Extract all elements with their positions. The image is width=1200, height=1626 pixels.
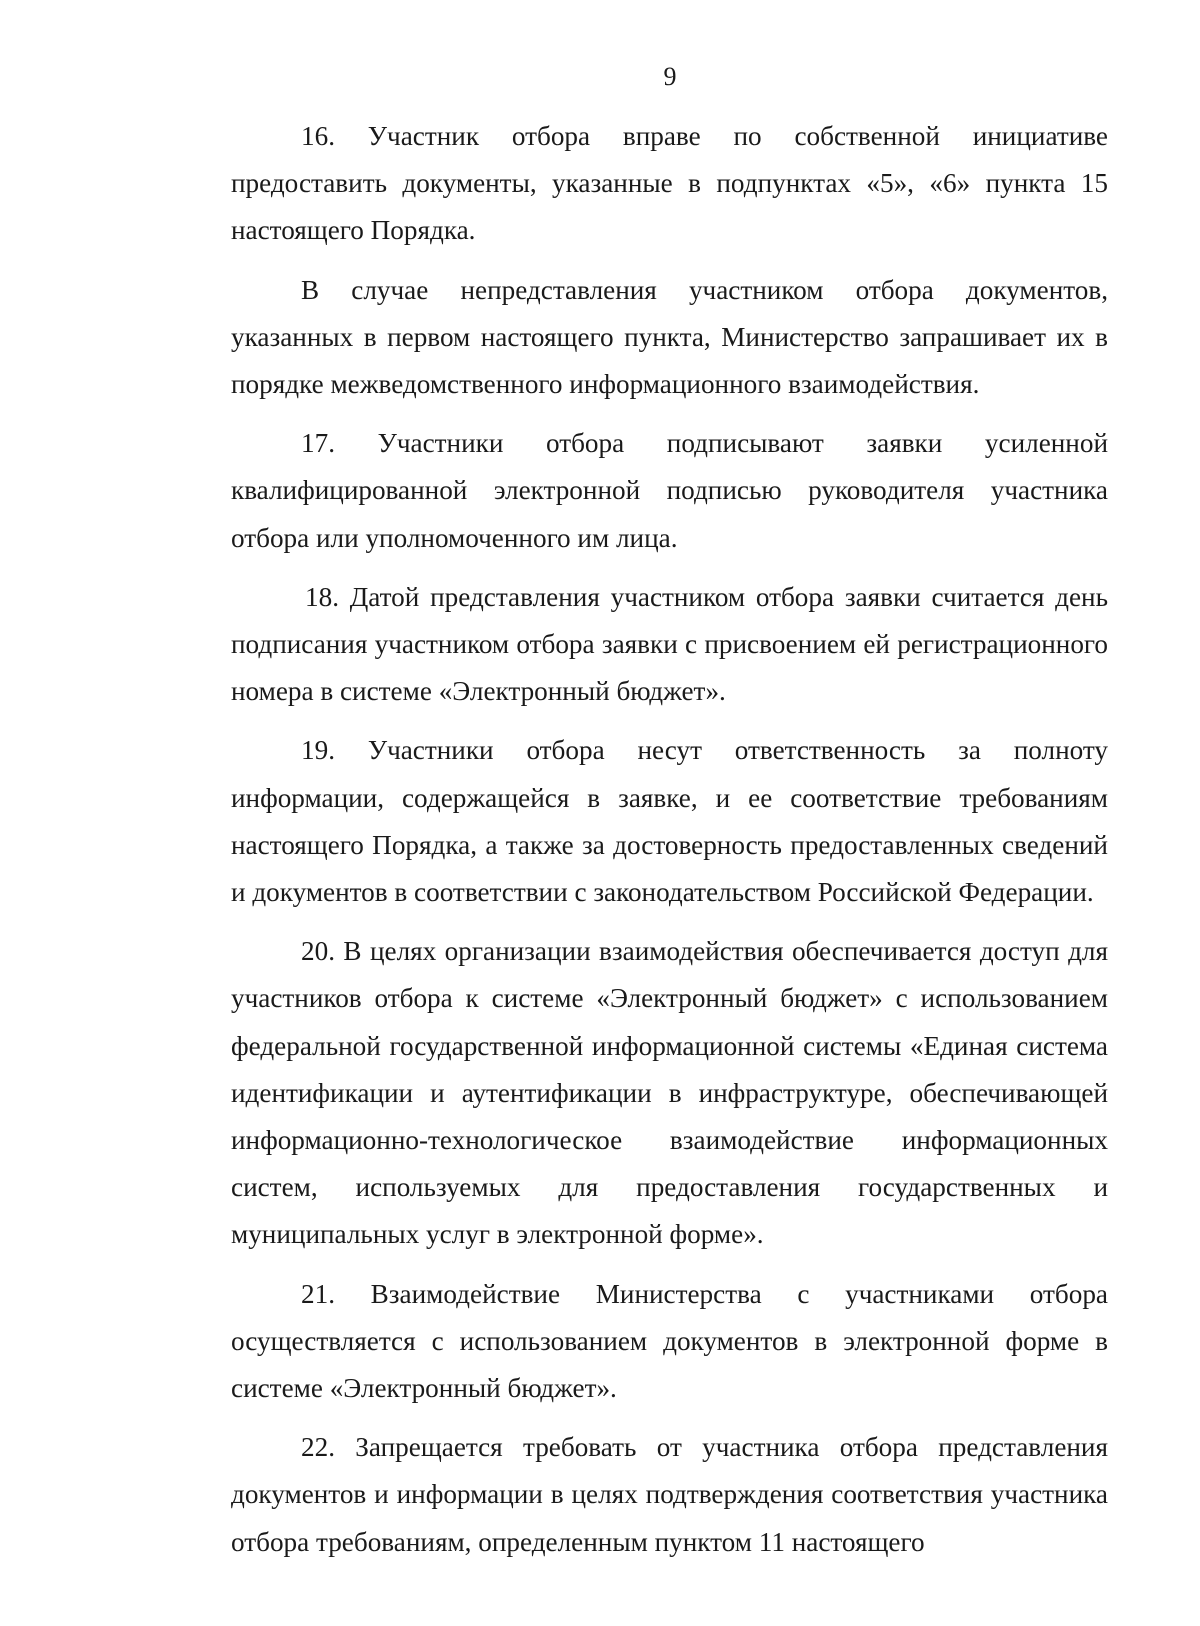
paragraph-16-continuation: В случае непредставления участником отбора документов, указанных в первом настоящего пункта, Министерство запрашивает их в порядке межведомственного информационного взаимодействия. (231, 274, 1108, 400)
paragraph-22: 22. Запрещается требовать от участника отбора представления документов и информации в целях подтверждения соответствия участника отбора требованиям, определенным пунктом 11 настоящего (231, 1432, 1108, 1557)
paragraph-18: 18. Датой представления участником отбора заявки считается день подписания участником отбора заявки с присвоением ей регистрационного номера в системе «Электронный бюджет». (231, 581, 1108, 707)
page-number: 9 (663, 62, 677, 91)
paragraph-21: 21. Взаимодействие Министерства с участниками отбора осуществляется с использованием документов в электронной форме в системе «Электронный бюджет». (231, 1278, 1108, 1404)
document-body (231, 113, 1108, 1578)
paragraph-20: 20. В целях организации взаимодействия обеспечивается доступ для участников отбора к системе «Электронный бюджет» с использованием федеральной государственной информационной системы «Единая система идентификации и аутентификации в инфраструктуре, обеспечивающей информационно-технологическое взаимодействие информационных систем, используемых для предоставления государственных и муниципальных услуг в электронной форме». (231, 936, 1108, 1250)
paragraph-19: 19. Участники отбора несут ответственность за полноту информации, содержащейся в заявке, и ее соответствие требованиям настоящего Порядка, а также за достоверность предоставленных сведений и документов в соответствии с законодательством Российской Федерации. (231, 735, 1108, 908)
paragraph-17: 17. Участники отбора подписывают заявки усиленной квалифицированной электронной подписью руководителя участника отбора или уполномоченного им лица. (231, 428, 1108, 553)
paragraph-16: 16. Участник отбора вправе по собственной инициативе предоставить документы, указанные в подпунктах «5», «6» пункта 15 настоящего Порядка. (231, 121, 1108, 246)
